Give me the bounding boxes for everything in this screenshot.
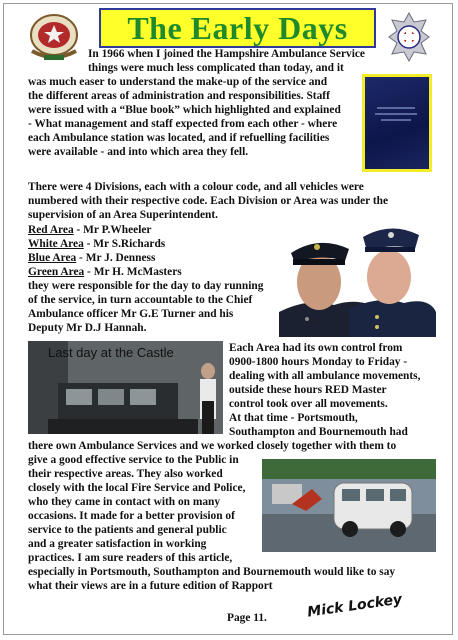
together-line-8: practices. I am sure readers of this article, — [28, 552, 233, 564]
photo-caption: Last day at the Castle — [48, 345, 174, 360]
together-line-0: there own Ambulance Services and we worked closely together with them to — [28, 440, 397, 452]
control-line-6: Southampton and Bournemouth had — [229, 426, 408, 438]
signature: Mick Lockey — [306, 591, 404, 621]
page-title: The Early Days — [127, 10, 348, 46]
control-line-0: Each Area had its own control from — [229, 342, 403, 354]
together-line-2: their respective areas. They also worked — [28, 468, 223, 480]
closing-line-1: what their views are in a future edition of Rapport — [28, 580, 273, 592]
area-green: Green Area - Mr H. McMasters — [28, 266, 182, 278]
divisions-line-2: supervision of an Area Superintendent. — [28, 209, 218, 221]
star-of-life-badge-icon — [388, 12, 430, 62]
page — [3, 3, 453, 635]
area-red: Red Area - Mr P.Wheeler — [28, 224, 152, 236]
intro-line-0: In 1966 when I joined the Hampshire Ambulance Service — [88, 48, 365, 60]
blue-book-photo — [362, 74, 432, 172]
control-line-2: dealing with all ambulance movements, — [229, 370, 421, 382]
responsible-line-0: they were responsible for the day to day running — [28, 280, 264, 292]
control-room-photo — [28, 341, 223, 434]
divisions-line-0: There were 4 Divisions, each with a colour code, and all vehicles were — [28, 181, 364, 193]
area-blue: Blue Area - Mr J. Denness — [28, 252, 156, 264]
together-line-7: and a greater satisfaction in working — [28, 538, 207, 550]
control-line-5: At that time - Portsmouth, — [229, 412, 358, 424]
control-line-1: 0900-1800 hours Monday to Friday - — [229, 356, 408, 368]
together-line-3: closely with the local Fire Service and Police, — [28, 482, 246, 494]
intro-line-4: were issued with a “Blue book” which highlighted and explained — [28, 104, 341, 116]
intro-line-5: - What management and staff expected from each other - where — [28, 118, 338, 130]
area-white: White Area - Mr S.Richards — [28, 238, 166, 250]
closing-line-0: especially in Portsmouth, Southampton and Bournemouth would like to say — [28, 566, 396, 578]
intro-line-7: were available - and into which area they fell. — [28, 146, 249, 158]
intro-line-1: things were much less complicated than today, and it — [88, 62, 344, 74]
together-line-1: give a good effective service to the Public in — [28, 454, 239, 466]
together-line-4: who they came in contact with on many — [28, 496, 221, 508]
hampshire-ambulance-badge-icon — [26, 11, 82, 63]
responsible-line-1: of the service, in turn accountable to the Chief — [28, 294, 253, 306]
responsible-line-2: Ambulance officer Mr G.E Turner and his — [28, 308, 234, 320]
intro-line-2: was much easer to understand the make-up of the service and — [28, 76, 328, 88]
responsible-line-3: Deputy Mr D.J Hannah. — [28, 322, 147, 334]
ambulance-photo — [262, 459, 436, 552]
control-line-3: outside these hours RED Master — [229, 384, 387, 396]
together-line-5: occasions. It made for a better provision of — [28, 510, 235, 522]
intro-line-3: the different areas of administration and responsibilities. Staff — [28, 90, 330, 102]
officers-photo — [279, 217, 436, 337]
page-number: Page 11. — [227, 612, 267, 624]
divisions-line-1: numbered with their respective code. Each Division or Area was under the — [28, 195, 389, 207]
control-line-4: control took over all movements. — [229, 398, 388, 410]
together-line-6: service to the patients and general public — [28, 524, 227, 536]
title-banner — [99, 8, 376, 48]
intro-line-6: each Ambulance station was located, and if refuelling facilities — [28, 132, 330, 144]
